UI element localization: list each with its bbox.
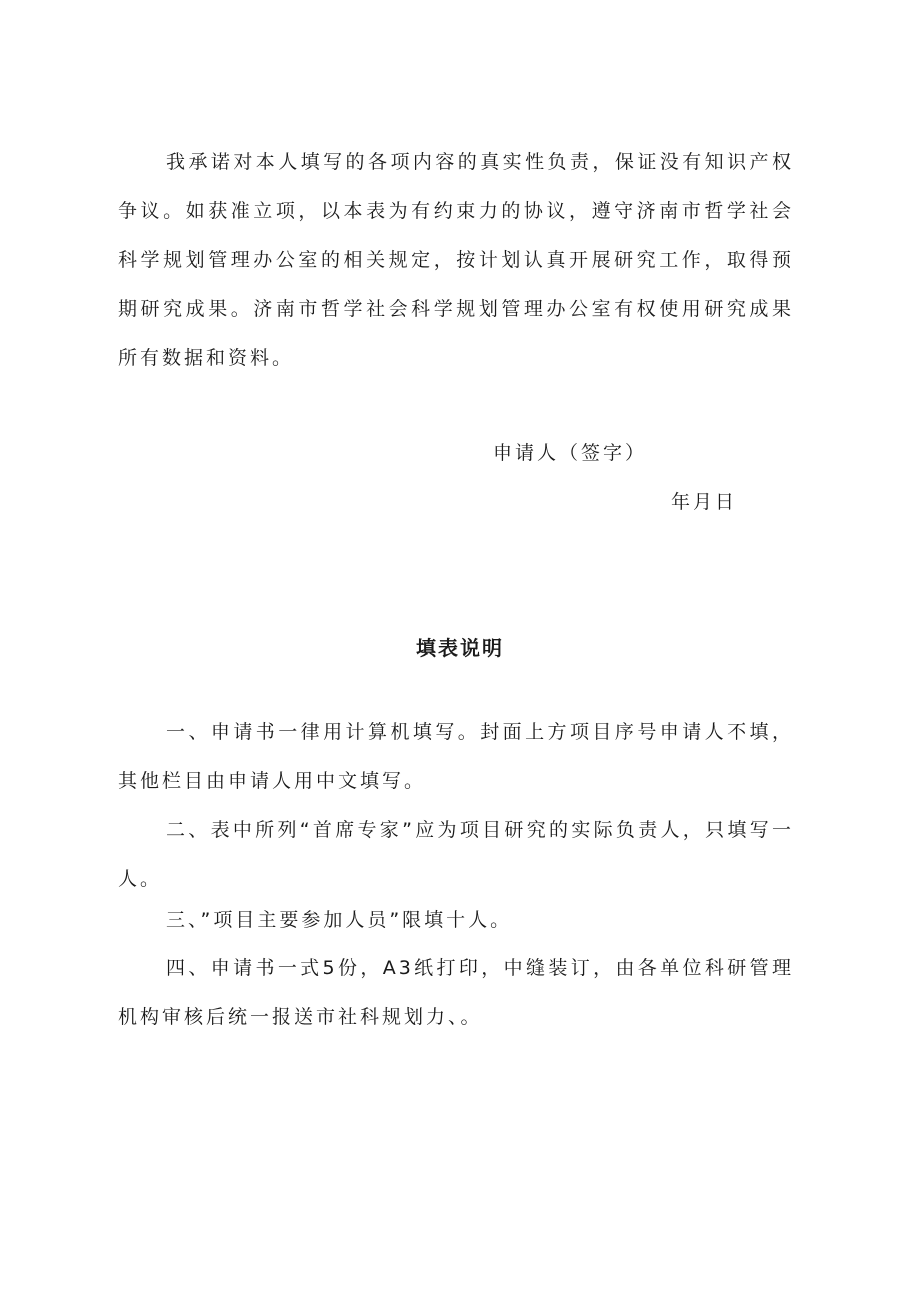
instruction-item-1: 一、申请书一律用计算机填写。封面上方项目序号申请人不填，其他栏目由申请人用中文填写。: [118, 721, 794, 792]
signature-date-label: 年月日: [671, 491, 738, 513]
applicant-signature-label: 申请人（签字）: [493, 442, 648, 464]
instruction-item-3: 三、”项目主要参加人员”限填十人。: [166, 909, 513, 931]
instructions-title: 填表说明: [416, 636, 504, 660]
pledge-paragraph: 我承诺对本人填写的各项内容的真实性负责，保证没有知识产权争议。如获准立项，以本表为有约束力的协议，遵守济南市哲学社会科学规划管理办公室的相关规定，按计划认真开展研究工作，取得预期研究成果。济南市哲学社会科学规划管理办公室有权使用研究成果所有数据和资料。: [118, 151, 794, 369]
instruction-item-4: 四、申请书一式5份，A3纸打印，中缝装订，由各单位科研管理机构审核后统一报送市社科规划力、。: [118, 957, 794, 1028]
instruction-item-2: 二、表中所列“首席专家”应为项目研究的实际负责人，只填写一人。: [118, 819, 794, 890]
